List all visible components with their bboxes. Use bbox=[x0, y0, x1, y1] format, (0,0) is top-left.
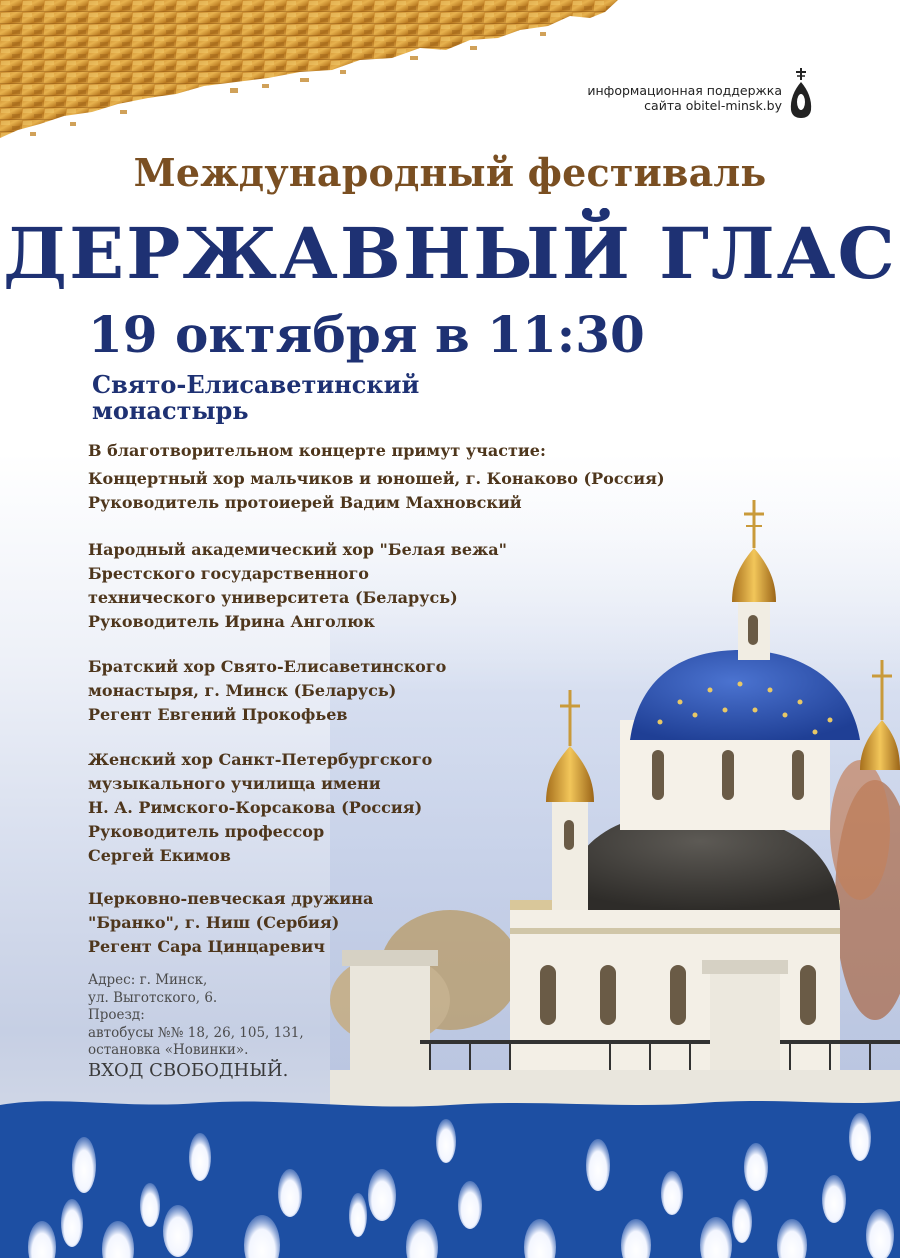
free-entry: ВХОД СВОБОДНЫЙ. bbox=[88, 1060, 289, 1081]
choir-item: Народный академический хор "Белая вежа" Брестского государственного технического университета (Беларусь) Руководитель Ирина Анголюк bbox=[88, 540, 507, 631]
support-line-1: информационная поддержка bbox=[587, 83, 782, 98]
info-support bbox=[587, 83, 782, 113]
gold-mosaic-decoration bbox=[0, 0, 620, 140]
address-text: Адрес: г. Минск, ул. Выготского, 6. Проезд: автобусы №№ 18, 26, 105, 131, остановка «Новинки». bbox=[88, 972, 304, 1058]
program-intro: В благотворительном концерте примут участие: bbox=[88, 441, 546, 460]
choir-item: Женский хор Санкт-Петербургского музыкального училища имени Н. А. Римского-Корсакова (Россия) Руководитель профессор Сергей Екимов bbox=[88, 750, 433, 865]
event-datetime: 19 октября в 11:30 bbox=[88, 305, 645, 364]
festival-subtitle: Международный фестиваль bbox=[133, 150, 767, 195]
choir-item: Концертный хор мальчиков и юношей, г. Конаково (Россия) Руководитель протоиерей Вадим Махновский bbox=[88, 469, 665, 512]
festival-title: ДЕРЖАВНЫЙ ГЛАС bbox=[2, 212, 898, 295]
support-line-2: сайта obitel-minsk.by bbox=[644, 98, 782, 113]
choir-item: Церковно-певческая дружина "Бранко", г. Ниш (Сербия) Регент Сара Цинцаревич bbox=[88, 889, 374, 956]
event-venue: Свято-Елисаветинский монастырь bbox=[92, 370, 420, 425]
candles-illustration bbox=[0, 1095, 900, 1258]
choir-item: Братский хор Свято-Елисаветинского монастыря, г. Минск (Беларусь) Регент Евгений Прокофьев bbox=[88, 657, 447, 724]
monastery-logo-icon bbox=[784, 66, 818, 120]
